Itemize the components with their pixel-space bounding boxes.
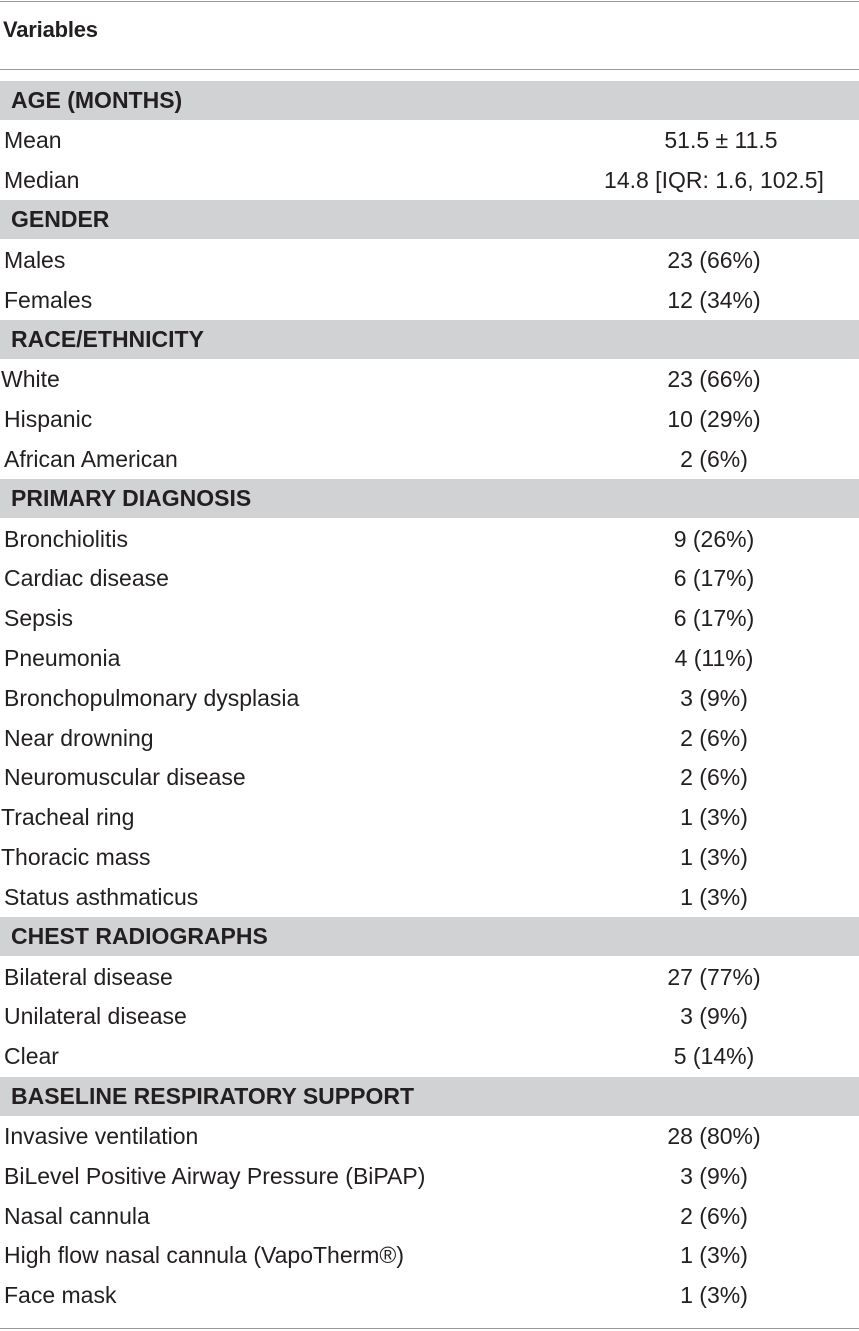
row-value: 1 (3%) — [680, 1242, 748, 1269]
table-row — [0, 758, 859, 798]
row-value: 9 (26%) — [673, 525, 755, 552]
row-label: BiLevel Positive Airway Pressure (BiPAP) — [4, 1162, 426, 1189]
row-value: 1 (3%) — [680, 1282, 748, 1309]
section-heading: PRIMARY DIAGNOSIS — [11, 485, 252, 512]
row-label: African American — [4, 445, 178, 472]
bottom-rule — [0, 1328, 859, 1329]
section-header — [0, 917, 859, 956]
row-value: 2 (6%) — [680, 764, 748, 791]
table-row — [0, 1196, 859, 1236]
row-label: Thoracic mass — [1, 844, 151, 871]
row-value: 2 (6%) — [680, 724, 748, 751]
row-value: 2 (6%) — [680, 445, 748, 472]
row-label: Males — [4, 246, 66, 273]
row-label: Status asthmaticus — [4, 883, 199, 910]
row-label: Unilateral disease — [4, 1003, 187, 1030]
row-value: 5 (14%) — [673, 1043, 755, 1070]
section-heading: BASELINE RESPIRATORY SUPPORT — [11, 1082, 414, 1109]
row-value: 23 (66%) — [667, 366, 761, 393]
table-row — [0, 161, 859, 201]
row-label: Invasive ventilation — [4, 1122, 199, 1149]
row-value: 1 (3%) — [680, 883, 748, 910]
row-value: 3 (9%) — [680, 1003, 748, 1030]
row-value: 27 (77%) — [667, 963, 761, 990]
row-label: High flow nasal cannula (VapoTherm®) — [4, 1242, 405, 1269]
section-heading: RACE/ETHNICITY — [11, 325, 204, 352]
table-row — [0, 1037, 859, 1077]
table-title: Variables — [3, 17, 98, 42]
table-row — [0, 878, 859, 918]
table-row — [0, 439, 859, 479]
section-header — [0, 320, 859, 359]
table-row — [0, 400, 859, 440]
section-heading: AGE (MONTHS) — [11, 87, 183, 113]
row-label: Females — [4, 286, 93, 313]
table-row — [0, 280, 859, 320]
table-row — [0, 798, 859, 838]
row-label: Neuromuscular disease — [4, 764, 246, 791]
row-value: 28 (80%) — [667, 1122, 761, 1149]
row-value: 14.8 [IQR: 1.6, 102.5] — [604, 167, 824, 194]
table-row — [0, 718, 859, 758]
row-label: Cardiac disease — [4, 565, 169, 592]
section-header — [0, 479, 859, 518]
table-row — [0, 1156, 859, 1196]
row-value: 10 (29%) — [667, 406, 761, 433]
row-value: 6 (17%) — [673, 605, 755, 632]
header-rule — [0, 69, 859, 70]
row-label: Clear — [4, 1043, 59, 1070]
table-row — [0, 997, 859, 1037]
section-header — [0, 1077, 859, 1116]
table-row — [0, 1117, 859, 1157]
table-row — [0, 678, 859, 718]
row-value: 1 (3%) — [680, 844, 748, 871]
data-table — [0, 81, 859, 1316]
table-row — [0, 1236, 859, 1276]
table-row — [0, 559, 859, 599]
table-row — [0, 360, 859, 400]
row-label: Nasal cannula — [4, 1202, 150, 1229]
row-label: Sepsis — [4, 605, 74, 632]
section-heading: CHEST RADIOGRAPHS — [11, 923, 268, 950]
row-value: 1 (3%) — [680, 804, 748, 831]
row-value: 23 (66%) — [667, 246, 761, 273]
row-label: Median — [4, 167, 80, 194]
section-heading: GENDER — [11, 206, 110, 233]
row-label: Bilateral disease — [4, 963, 173, 990]
row-label: Near drowning — [4, 724, 154, 751]
row-label: White — [1, 366, 60, 393]
row-label: Tracheal ring — [1, 804, 135, 831]
table-row — [0, 599, 859, 639]
row-value: 3 (9%) — [680, 1162, 748, 1189]
section-header — [0, 200, 859, 239]
table-row — [0, 1276, 859, 1316]
row-value: 3 (9%) — [680, 684, 748, 711]
table-row — [0, 838, 859, 878]
row-value: 2 (6%) — [680, 1202, 748, 1229]
row-label: Pneumonia — [4, 645, 121, 671]
table-row — [0, 639, 859, 679]
table-row — [0, 121, 859, 161]
section-header — [0, 81, 859, 120]
row-value: 6 (17%) — [673, 565, 755, 592]
row-label: Bronchiolitis — [4, 525, 128, 552]
row-label: Mean — [4, 127, 62, 154]
row-label: Bronchopulmonary dysplasia — [4, 684, 300, 711]
row-label: Face mask — [4, 1282, 117, 1309]
table-row — [0, 240, 859, 280]
top-rule — [0, 1, 859, 2]
table-row — [0, 957, 859, 997]
row-value: 4 (11%) — [674, 645, 754, 671]
table-row — [0, 519, 859, 559]
row-value: 51.5 ± 11.5 — [664, 127, 778, 154]
row-label: Hispanic — [4, 406, 93, 433]
row-value: 12 (34%) — [667, 286, 761, 313]
